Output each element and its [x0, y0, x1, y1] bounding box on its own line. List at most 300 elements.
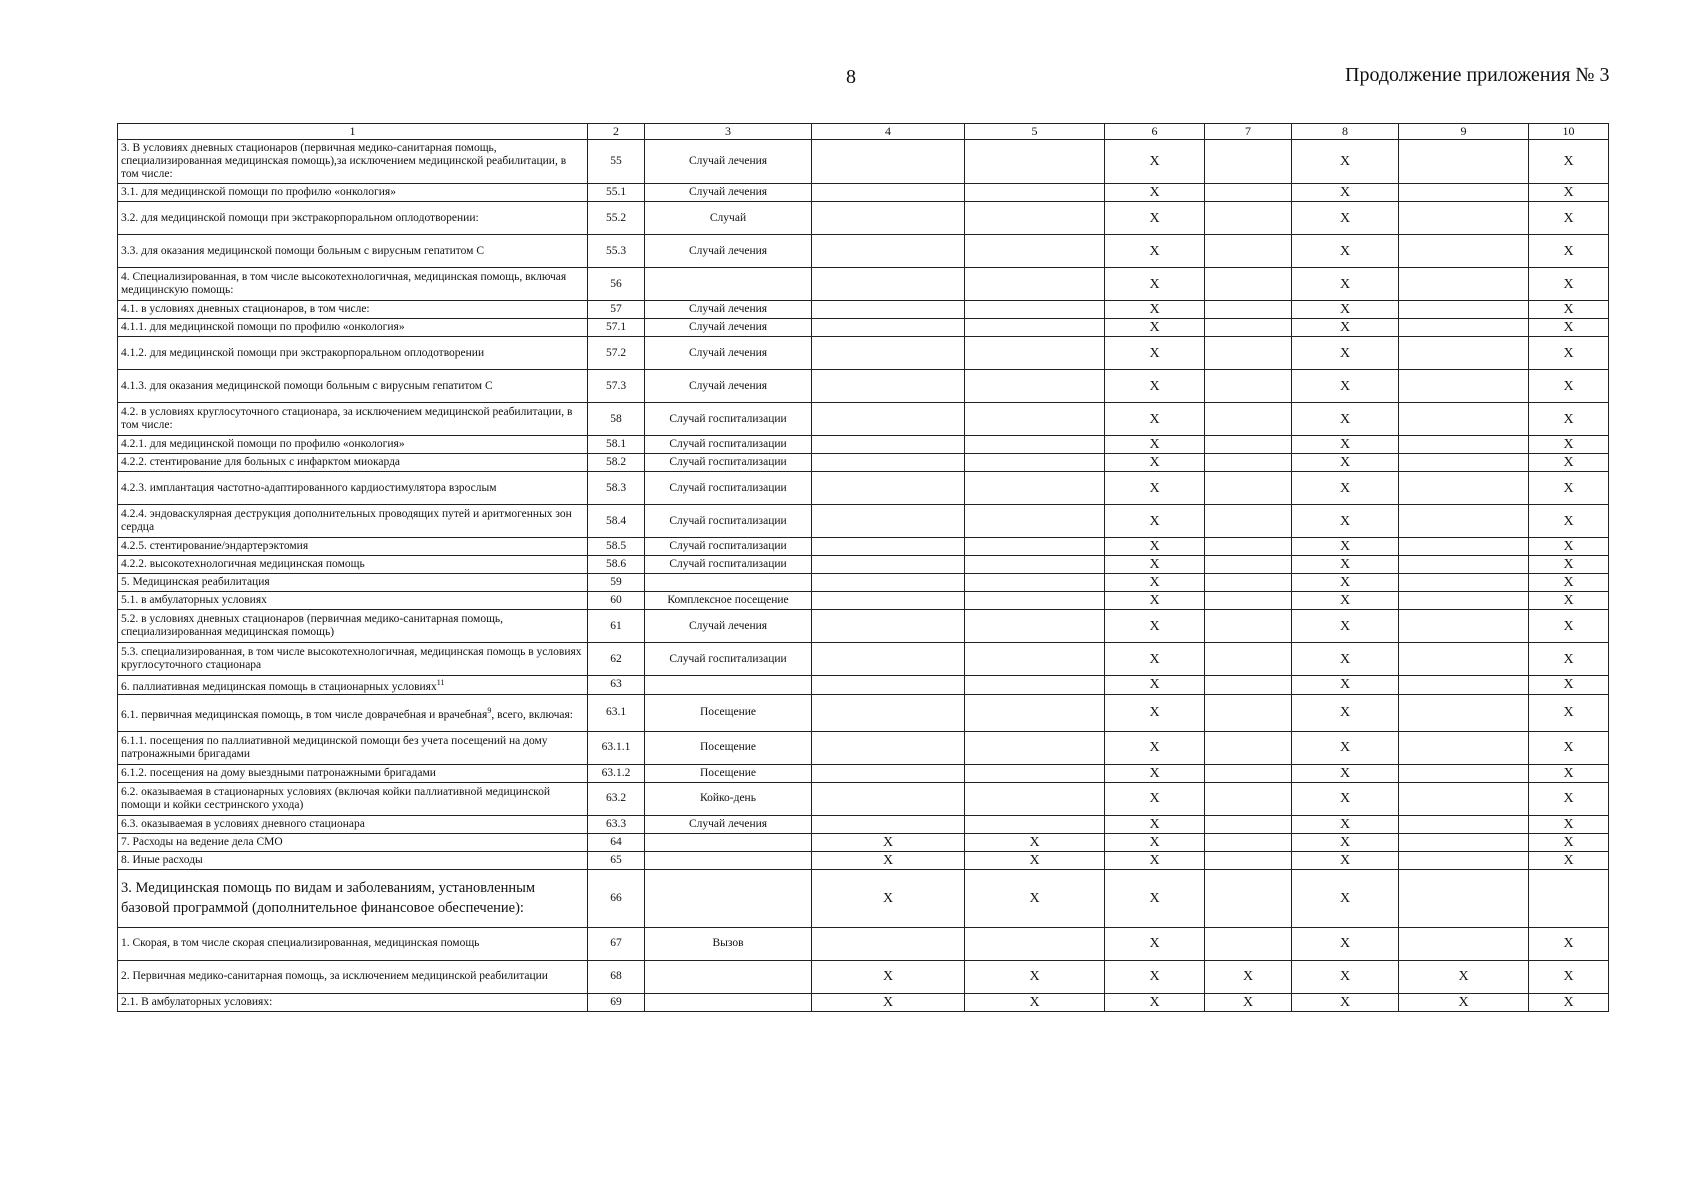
value-cell-5	[965, 694, 1105, 731]
value-cell-6: X	[1105, 592, 1205, 610]
value-cell-5	[965, 643, 1105, 676]
table-row	[118, 993, 1609, 1011]
row-number-cell: 63.1.2	[588, 764, 645, 782]
unit-cell: Случай лечения	[645, 140, 812, 184]
table-row	[118, 370, 1609, 403]
table-row	[118, 960, 1609, 993]
value-cell-9	[1399, 268, 1529, 301]
table-row	[118, 731, 1609, 764]
table-row	[118, 505, 1609, 538]
value-cell-5	[965, 676, 1105, 695]
column-number-4: 4	[812, 124, 965, 140]
table-row	[118, 643, 1609, 676]
value-cell-10: X	[1529, 815, 1609, 833]
value-cell-5	[965, 538, 1105, 556]
value-cell-5	[965, 337, 1105, 370]
row-name-cell: 4.1. в условиях дневных стационаров, в том числе:	[118, 301, 588, 319]
row-name-cell: 4.2.4. эндоваскулярная деструкция дополнительных проводящих путей и аритмогенных зон сердца	[118, 505, 588, 538]
unit-cell: Случай лечения	[645, 337, 812, 370]
value-cell-7	[1205, 235, 1292, 268]
value-cell-8: X	[1292, 538, 1399, 556]
value-cell-8: X	[1292, 993, 1399, 1011]
value-cell-9	[1399, 538, 1529, 556]
value-cell-6: X	[1105, 184, 1205, 202]
value-cell-4	[812, 782, 965, 815]
value-cell-8: X	[1292, 927, 1399, 960]
value-cell-9	[1399, 436, 1529, 454]
value-cell-4: X	[812, 869, 965, 927]
unit-cell: Случай лечения	[645, 184, 812, 202]
table-row	[118, 851, 1609, 869]
value-cell-10: X	[1529, 731, 1609, 764]
value-cell-5	[965, 472, 1105, 505]
value-cell-10	[1529, 869, 1609, 927]
value-cell-5	[965, 319, 1105, 337]
value-cell-4	[812, 556, 965, 574]
value-cell-10: X	[1529, 184, 1609, 202]
value-cell-7	[1205, 694, 1292, 731]
value-cell-6: X	[1105, 301, 1205, 319]
value-cell-8: X	[1292, 505, 1399, 538]
table-row	[118, 676, 1609, 695]
row-name-cell: 4. Специализированная, в том числе высокотехнологичная, медицинская помощь, включая медицинскую помощь:	[118, 268, 588, 301]
unit-cell: Случай госпитализации	[645, 454, 812, 472]
value-cell-4	[812, 472, 965, 505]
column-number-9: 9	[1399, 124, 1529, 140]
value-cell-6: X	[1105, 815, 1205, 833]
row-name-cell: 5.2. в условиях дневных стационаров (первичная медико-санитарная помощь, специализированная медицинская помощь)	[118, 610, 588, 643]
row-number-cell: 63	[588, 676, 645, 695]
row-number-cell: 63.1.1	[588, 731, 645, 764]
value-cell-8: X	[1292, 610, 1399, 643]
column-number-7: 7	[1205, 124, 1292, 140]
row-number-cell: 66	[588, 869, 645, 927]
value-cell-4	[812, 337, 965, 370]
value-cell-4	[812, 731, 965, 764]
value-cell-4	[812, 694, 965, 731]
appendix-continuation-note: Продолжение приложения № 3	[1345, 64, 1610, 86]
value-cell-4	[812, 815, 965, 833]
value-cell-4	[812, 184, 965, 202]
value-cell-7	[1205, 927, 1292, 960]
value-cell-10: X	[1529, 337, 1609, 370]
value-cell-5	[965, 574, 1105, 592]
value-cell-8: X	[1292, 319, 1399, 337]
value-cell-9	[1399, 556, 1529, 574]
footnote-mark: 11	[436, 678, 445, 687]
row-number-cell: 57.2	[588, 337, 645, 370]
column-number-2: 2	[588, 124, 645, 140]
value-cell-9	[1399, 472, 1529, 505]
value-cell-4	[812, 764, 965, 782]
value-cell-10: X	[1529, 319, 1609, 337]
unit-cell: Случай	[645, 202, 812, 235]
unit-cell: Посещение	[645, 694, 812, 731]
value-cell-5	[965, 505, 1105, 538]
value-cell-9	[1399, 643, 1529, 676]
value-cell-4	[812, 643, 965, 676]
value-cell-8: X	[1292, 731, 1399, 764]
unit-cell: Случай лечения	[645, 610, 812, 643]
value-cell-10: X	[1529, 505, 1609, 538]
value-cell-10: X	[1529, 851, 1609, 869]
value-cell-10: X	[1529, 140, 1609, 184]
value-cell-4	[812, 574, 965, 592]
value-cell-4	[812, 505, 965, 538]
value-cell-5	[965, 202, 1105, 235]
table-row	[118, 472, 1609, 505]
value-cell-8: X	[1292, 301, 1399, 319]
value-cell-8: X	[1292, 764, 1399, 782]
row-name-cell: 4.1.2. для медицинской помощи при экстракорпоральном оплодотворении	[118, 337, 588, 370]
row-name-cell: 6.2. оказываемая в стационарных условиях (включая койки паллиативной медицинской помощи и койки сестринского ухода)	[118, 782, 588, 815]
row-number-cell: 64	[588, 833, 645, 851]
row-number-cell: 60	[588, 592, 645, 610]
row-name-cell: 4.1.3. для оказания медицинской помощи больным с вирусным гепатитом С	[118, 370, 588, 403]
table-row	[118, 337, 1609, 370]
value-cell-10: X	[1529, 993, 1609, 1011]
row-number-cell: 56	[588, 268, 645, 301]
value-cell-7	[1205, 764, 1292, 782]
value-cell-9	[1399, 140, 1529, 184]
row-name-cell: 5.1. в амбулаторных условиях	[118, 592, 588, 610]
value-cell-8: X	[1292, 643, 1399, 676]
table-row	[118, 140, 1609, 184]
value-cell-4	[812, 454, 965, 472]
table-row	[118, 556, 1609, 574]
value-cell-6: X	[1105, 643, 1205, 676]
row-number-cell: 69	[588, 993, 645, 1011]
unit-cell	[645, 833, 812, 851]
value-cell-7	[1205, 538, 1292, 556]
value-cell-6: X	[1105, 927, 1205, 960]
row-name-cell: 6.1.2. посещения на дому выездными патронажными бригадами	[118, 764, 588, 782]
value-cell-7	[1205, 319, 1292, 337]
value-cell-9	[1399, 815, 1529, 833]
value-cell-6: X	[1105, 960, 1205, 993]
value-cell-7	[1205, 782, 1292, 815]
value-cell-7	[1205, 140, 1292, 184]
value-cell-4	[812, 927, 965, 960]
table-row	[118, 610, 1609, 643]
unit-cell: Случай лечения	[645, 319, 812, 337]
value-cell-5	[965, 436, 1105, 454]
value-cell-10: X	[1529, 833, 1609, 851]
value-cell-8: X	[1292, 960, 1399, 993]
value-cell-10: X	[1529, 301, 1609, 319]
unit-cell	[645, 960, 812, 993]
unit-cell: Случай лечения	[645, 235, 812, 268]
value-cell-10: X	[1529, 268, 1609, 301]
value-cell-10: X	[1529, 960, 1609, 993]
value-cell-10: X	[1529, 592, 1609, 610]
table-row	[118, 927, 1609, 960]
value-cell-7	[1205, 184, 1292, 202]
value-cell-7	[1205, 454, 1292, 472]
row-name-cell: 4.2.2. высокотехнологичная медицинская помощь	[118, 556, 588, 574]
value-cell-10: X	[1529, 472, 1609, 505]
row-name-cell: 4.2.3. имплантация частотно-адаптированного кардиостимулятора взрослым	[118, 472, 588, 505]
value-cell-6: X	[1105, 610, 1205, 643]
unit-cell: Вызов	[645, 927, 812, 960]
value-cell-6: X	[1105, 235, 1205, 268]
unit-cell	[645, 993, 812, 1011]
row-number-cell: 58.4	[588, 505, 645, 538]
row-name-cell: 1. Скорая, в том числе скорая специализированная, медицинская помощь	[118, 927, 588, 960]
table-row	[118, 815, 1609, 833]
value-cell-6: X	[1105, 556, 1205, 574]
value-cell-10: X	[1529, 574, 1609, 592]
row-name-cell: 4.2. в условиях круглосуточного стационара, за исключением медицинской реабилитации, в том числе:	[118, 403, 588, 436]
row-number-cell: 68	[588, 960, 645, 993]
row-name-cell: 3.2. для медицинской помощи при экстракорпоральном оплодотворении:	[118, 202, 588, 235]
value-cell-6: X	[1105, 337, 1205, 370]
row-name-cell: 2.1. В амбулаторных условиях:	[118, 993, 588, 1011]
row-number-cell: 63.1	[588, 694, 645, 731]
column-number-5: 5	[965, 124, 1105, 140]
unit-cell: Случай госпитализации	[645, 403, 812, 436]
value-cell-4	[812, 436, 965, 454]
value-cell-6: X	[1105, 574, 1205, 592]
value-cell-5	[965, 927, 1105, 960]
row-number-cell: 67	[588, 927, 645, 960]
row-number-cell: 57	[588, 301, 645, 319]
value-cell-6: X	[1105, 869, 1205, 927]
row-name-cell: 7. Расходы на ведение дела СМО	[118, 833, 588, 851]
value-cell-7	[1205, 436, 1292, 454]
value-cell-4	[812, 592, 965, 610]
value-cell-8: X	[1292, 815, 1399, 833]
value-cell-5: X	[965, 869, 1105, 927]
value-cell-9	[1399, 764, 1529, 782]
value-cell-7: X	[1205, 993, 1292, 1011]
value-cell-9	[1399, 505, 1529, 538]
unit-cell: Случай госпитализации	[645, 556, 812, 574]
column-number-header-row	[118, 124, 1609, 140]
row-number-cell: 62	[588, 643, 645, 676]
unit-cell: Случай лечения	[645, 301, 812, 319]
unit-cell: Случай госпитализации	[645, 538, 812, 556]
value-cell-4	[812, 319, 965, 337]
value-cell-6: X	[1105, 370, 1205, 403]
table-row	[118, 764, 1609, 782]
row-name-cell: 5. Медицинская реабилитация	[118, 574, 588, 592]
value-cell-10: X	[1529, 370, 1609, 403]
row-number-cell: 58.1	[588, 436, 645, 454]
value-cell-9	[1399, 592, 1529, 610]
value-cell-6: X	[1105, 505, 1205, 538]
column-number-1: 1	[118, 124, 588, 140]
value-cell-9: X	[1399, 993, 1529, 1011]
value-cell-5	[965, 370, 1105, 403]
row-number-cell: 55.3	[588, 235, 645, 268]
value-cell-4	[812, 370, 965, 403]
value-cell-6: X	[1105, 454, 1205, 472]
value-cell-7	[1205, 676, 1292, 695]
value-cell-8: X	[1292, 140, 1399, 184]
unit-cell: Случай госпитализации	[645, 505, 812, 538]
value-cell-7	[1205, 731, 1292, 764]
value-cell-4	[812, 268, 965, 301]
value-cell-6: X	[1105, 731, 1205, 764]
row-number-cell: 57.1	[588, 319, 645, 337]
page-number: 8	[846, 66, 856, 88]
value-cell-9	[1399, 610, 1529, 643]
row-number-cell: 58.5	[588, 538, 645, 556]
table-row	[118, 202, 1609, 235]
row-number-cell: 58.6	[588, 556, 645, 574]
value-cell-4	[812, 235, 965, 268]
column-number-10: 10	[1529, 124, 1609, 140]
value-cell-5: X	[965, 960, 1105, 993]
value-cell-8: X	[1292, 851, 1399, 869]
value-cell-7	[1205, 403, 1292, 436]
row-number-cell: 57.3	[588, 370, 645, 403]
value-cell-10: X	[1529, 764, 1609, 782]
value-cell-8: X	[1292, 235, 1399, 268]
unit-cell	[645, 869, 812, 927]
value-cell-9	[1399, 337, 1529, 370]
value-cell-7: X	[1205, 960, 1292, 993]
row-name-cell: 2. Первичная медико-санитарная помощь, за исключением медицинской реабилитации	[118, 960, 588, 993]
value-cell-9	[1399, 319, 1529, 337]
value-cell-8: X	[1292, 268, 1399, 301]
value-cell-7	[1205, 505, 1292, 538]
value-cell-5: X	[965, 851, 1105, 869]
value-cell-5	[965, 610, 1105, 643]
value-cell-8: X	[1292, 337, 1399, 370]
value-cell-4: X	[812, 993, 965, 1011]
value-cell-8: X	[1292, 556, 1399, 574]
value-cell-8: X	[1292, 184, 1399, 202]
row-number-cell: 61	[588, 610, 645, 643]
value-cell-10: X	[1529, 202, 1609, 235]
value-cell-6: X	[1105, 202, 1205, 235]
value-cell-10: X	[1529, 782, 1609, 815]
value-cell-6: X	[1105, 993, 1205, 1011]
value-cell-10: X	[1529, 643, 1609, 676]
row-name-cell: 4.1.1. для медицинской помощи по профилю «онкология»	[118, 319, 588, 337]
value-cell-8: X	[1292, 472, 1399, 505]
value-cell-7	[1205, 472, 1292, 505]
value-cell-5	[965, 592, 1105, 610]
value-cell-8: X	[1292, 782, 1399, 815]
row-name-cell: 6.3. оказываемая в условиях дневного стационара	[118, 815, 588, 833]
value-cell-5	[965, 403, 1105, 436]
row-number-cell: 55.2	[588, 202, 645, 235]
unit-cell: Койко-день	[645, 782, 812, 815]
value-cell-8: X	[1292, 869, 1399, 927]
value-cell-5	[965, 815, 1105, 833]
unit-cell: Случай лечения	[645, 370, 812, 403]
unit-cell: Посещение	[645, 764, 812, 782]
row-number-cell: 63.3	[588, 815, 645, 833]
value-cell-10: X	[1529, 436, 1609, 454]
unit-cell: Посещение	[645, 731, 812, 764]
row-name-cell: 6.1.1. посещения по паллиативной медицинской помощи без учета посещений на дому патронажными бригадами	[118, 731, 588, 764]
value-cell-9	[1399, 403, 1529, 436]
value-cell-6: X	[1105, 694, 1205, 731]
value-cell-9	[1399, 676, 1529, 695]
value-cell-8: X	[1292, 202, 1399, 235]
table-row	[118, 592, 1609, 610]
value-cell-6: X	[1105, 676, 1205, 695]
value-cell-8: X	[1292, 370, 1399, 403]
value-cell-7	[1205, 851, 1292, 869]
value-cell-8: X	[1292, 403, 1399, 436]
unit-cell	[645, 851, 812, 869]
row-name-cell: 5.3. специализированная, в том числе высокотехнологичная, медицинская помощь в условиях круглосуточного стационара	[118, 643, 588, 676]
value-cell-6: X	[1105, 833, 1205, 851]
value-cell-6: X	[1105, 403, 1205, 436]
table-row	[118, 833, 1609, 851]
row-number-cell: 63.2	[588, 782, 645, 815]
value-cell-4	[812, 301, 965, 319]
row-name-cell: 3. В условиях дневных стационаров (первичная медико-санитарная помощь, специализированная медицинская помощь),за исключением медицинской реабилитации, в том числе:	[118, 140, 588, 184]
value-cell-5	[965, 782, 1105, 815]
value-cell-7	[1205, 574, 1292, 592]
value-cell-7	[1205, 869, 1292, 927]
unit-cell: Случай госпитализации	[645, 436, 812, 454]
value-cell-9	[1399, 851, 1529, 869]
value-cell-7	[1205, 833, 1292, 851]
value-cell-6: X	[1105, 538, 1205, 556]
value-cell-10: X	[1529, 927, 1609, 960]
value-cell-9	[1399, 731, 1529, 764]
value-cell-4: X	[812, 960, 965, 993]
value-cell-10: X	[1529, 538, 1609, 556]
table-row	[118, 319, 1609, 337]
value-cell-7	[1205, 268, 1292, 301]
value-cell-5	[965, 731, 1105, 764]
value-cell-5: X	[965, 993, 1105, 1011]
unit-cell	[645, 574, 812, 592]
value-cell-4	[812, 676, 965, 695]
value-cell-10: X	[1529, 235, 1609, 268]
value-cell-8: X	[1292, 694, 1399, 731]
table-row	[118, 694, 1609, 731]
value-cell-9	[1399, 370, 1529, 403]
value-cell-9	[1399, 454, 1529, 472]
value-cell-4	[812, 202, 965, 235]
value-cell-9	[1399, 927, 1529, 960]
table-row	[118, 454, 1609, 472]
row-name-cell: 4.2.2. стентирование для больных с инфарктом миокарда	[118, 454, 588, 472]
value-cell-6: X	[1105, 851, 1205, 869]
row-number-cell: 55	[588, 140, 645, 184]
value-cell-9	[1399, 202, 1529, 235]
table-row	[118, 869, 1609, 927]
value-cell-7	[1205, 370, 1292, 403]
table-row	[118, 301, 1609, 319]
value-cell-9	[1399, 833, 1529, 851]
row-number-cell: 55.1	[588, 184, 645, 202]
unit-cell: Случай госпитализации	[645, 643, 812, 676]
value-cell-7	[1205, 337, 1292, 370]
value-cell-9	[1399, 574, 1529, 592]
value-cell-6: X	[1105, 472, 1205, 505]
value-cell-4: X	[812, 833, 965, 851]
table-row	[118, 574, 1609, 592]
value-cell-6: X	[1105, 268, 1205, 301]
value-cell-4	[812, 403, 965, 436]
value-cell-7	[1205, 610, 1292, 643]
table-row	[118, 782, 1609, 815]
value-cell-8: X	[1292, 574, 1399, 592]
value-cell-4	[812, 140, 965, 184]
value-cell-10: X	[1529, 403, 1609, 436]
value-cell-6: X	[1105, 782, 1205, 815]
